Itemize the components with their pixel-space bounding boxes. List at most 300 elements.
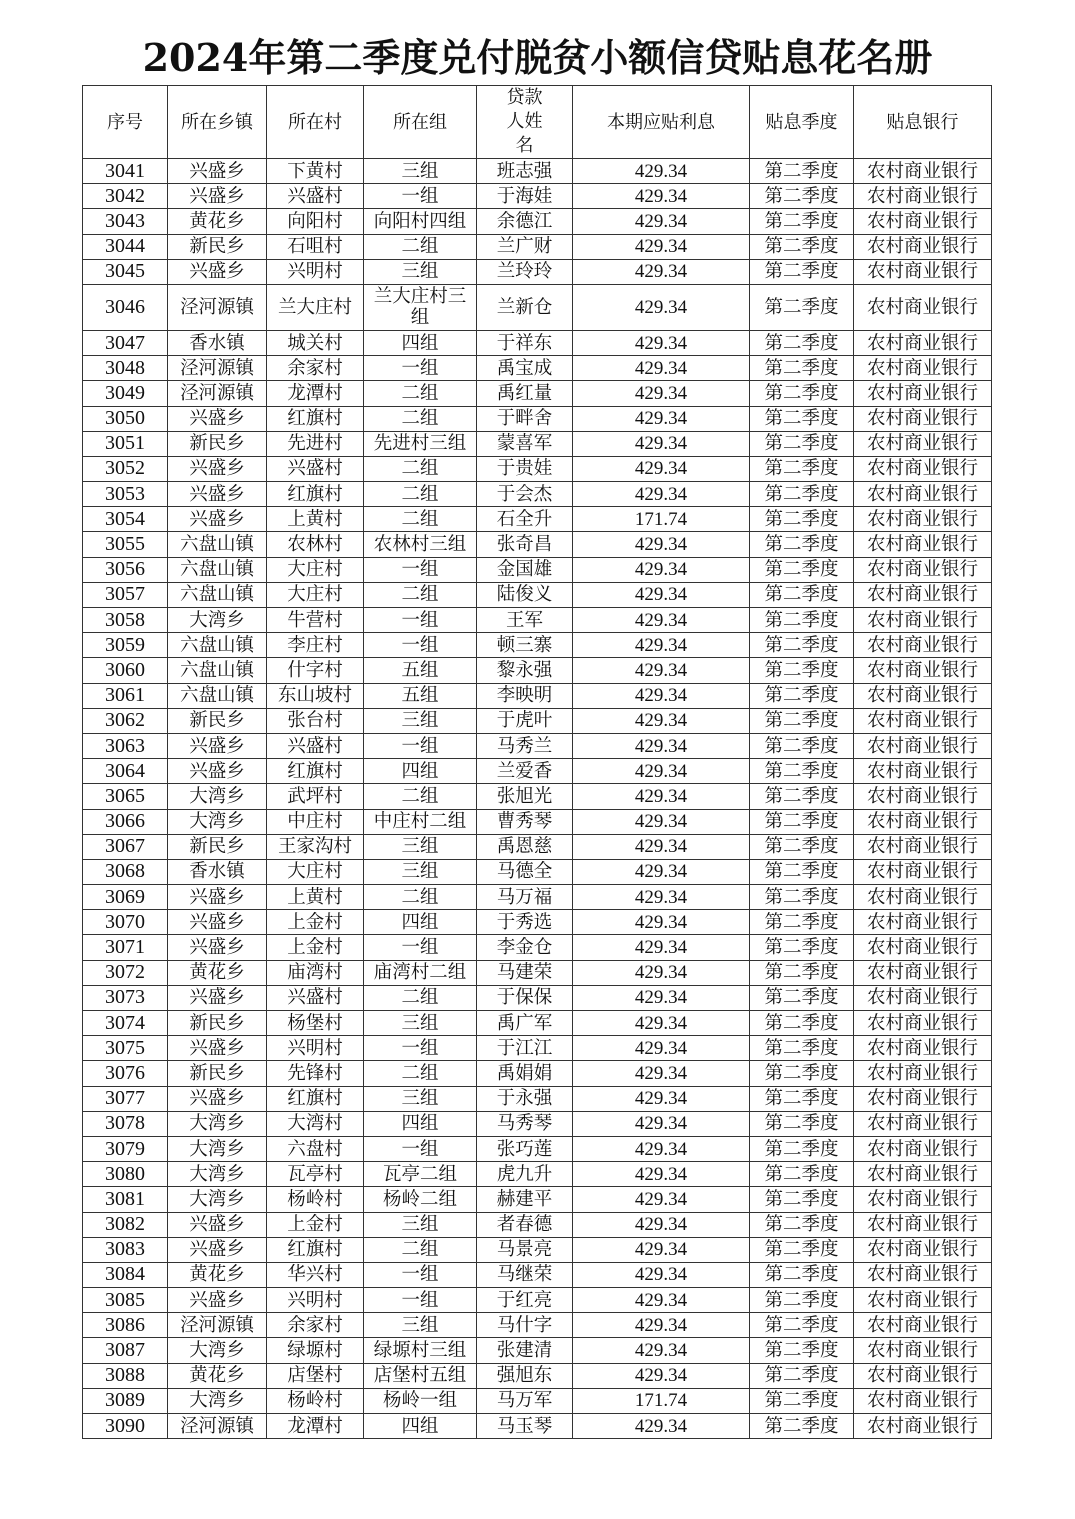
cell-group: 二组: [364, 482, 477, 507]
cell-township: 大湾乡: [168, 1111, 267, 1136]
cell-township: 新民乡: [168, 234, 267, 259]
cell-group: 二组: [364, 784, 477, 809]
cell-township: 大湾乡: [168, 1388, 267, 1413]
table-row: [83, 683, 992, 708]
cell-quarter: 第二季度: [750, 1414, 854, 1439]
table-row: [83, 456, 992, 481]
cell-bank: 农村商业银行: [854, 834, 992, 859]
cell-interest: 429.34: [573, 431, 750, 456]
cell-seq: 3066: [83, 809, 168, 834]
cell-group: 四组: [364, 910, 477, 935]
cell-seq: 3063: [83, 733, 168, 758]
cell-bank: 农村商业银行: [854, 733, 992, 758]
table-row: [83, 1011, 992, 1036]
cell-village: 兴盛村: [267, 184, 364, 209]
table-row: [83, 1136, 992, 1161]
cell-village: 余家村: [267, 356, 364, 381]
cell-township: 六盘山镇: [168, 633, 267, 658]
cell-borrower: 禹娟娟: [477, 1061, 573, 1086]
cell-seq: 3060: [83, 658, 168, 683]
cell-bank: 农村商业银行: [854, 708, 992, 733]
cell-interest: 429.34: [573, 406, 750, 431]
cell-borrower: 马万福: [477, 885, 573, 910]
cell-quarter: 第二季度: [750, 1212, 854, 1237]
table-row: [83, 431, 992, 456]
cell-township: 兴盛乡: [168, 456, 267, 481]
cell-interest: 429.34: [573, 1414, 750, 1439]
cell-village: 兴盛村: [267, 733, 364, 758]
cell-seq: 3072: [83, 960, 168, 985]
cell-quarter: 第二季度: [750, 330, 854, 355]
cell-interest: 429.34: [573, 658, 750, 683]
cell-village: 东山坡村: [267, 683, 364, 708]
cell-village: 向阳村: [267, 209, 364, 234]
cell-township: 香水镇: [168, 859, 267, 884]
table-row: [83, 184, 992, 209]
cell-seq: 3085: [83, 1288, 168, 1313]
cell-bank: 农村商业银行: [854, 284, 992, 330]
cell-seq: 3070: [83, 910, 168, 935]
cell-quarter: 第二季度: [750, 356, 854, 381]
cell-seq: 3077: [83, 1086, 168, 1111]
cell-village: 牛营村: [267, 608, 364, 633]
table-row: [83, 633, 992, 658]
cell-township: 兴盛乡: [168, 910, 267, 935]
cell-seq: 3042: [83, 184, 168, 209]
table-row: [83, 1162, 992, 1187]
cell-quarter: 第二季度: [750, 406, 854, 431]
cell-seq: 3045: [83, 259, 168, 284]
cell-village: 红旗村: [267, 1086, 364, 1111]
cell-seq: 3046: [83, 284, 168, 330]
cell-seq: 3050: [83, 406, 168, 431]
cell-borrower: 禹宝成: [477, 356, 573, 381]
cell-borrower: 黎永强: [477, 658, 573, 683]
header-col-village: 所在村: [267, 86, 364, 159]
cell-borrower: 石全升: [477, 507, 573, 532]
cell-quarter: 第二季度: [750, 633, 854, 658]
cell-bank: 农村商业银行: [854, 1262, 992, 1287]
cell-seq: 3057: [83, 582, 168, 607]
cell-group: 三组: [364, 1086, 477, 1111]
table-row: [83, 885, 992, 910]
cell-village: 先锋村: [267, 1061, 364, 1086]
cell-quarter: 第二季度: [750, 1061, 854, 1086]
cell-borrower: 于红亮: [477, 1288, 573, 1313]
cell-quarter: 第二季度: [750, 482, 854, 507]
cell-borrower: 马德全: [477, 859, 573, 884]
cell-borrower: 强旭东: [477, 1363, 573, 1388]
cell-seq: 3073: [83, 985, 168, 1010]
table-row: [83, 759, 992, 784]
cell-quarter: 第二季度: [750, 1363, 854, 1388]
cell-interest: 429.34: [573, 910, 750, 935]
table-row: [83, 1414, 992, 1439]
cell-borrower: 兰广财: [477, 234, 573, 259]
table-row: [83, 482, 992, 507]
cell-quarter: 第二季度: [750, 784, 854, 809]
cell-village: 瓦亭村: [267, 1162, 364, 1187]
cell-township: 六盘山镇: [168, 532, 267, 557]
cell-interest: 429.34: [573, 935, 750, 960]
cell-seq: 3079: [83, 1136, 168, 1161]
cell-village: 张台村: [267, 708, 364, 733]
cell-quarter: 第二季度: [750, 859, 854, 884]
cell-borrower: 张巧莲: [477, 1136, 573, 1161]
cell-group: 一组: [364, 356, 477, 381]
cell-township: 兴盛乡: [168, 935, 267, 960]
cell-borrower: 于永强: [477, 1086, 573, 1111]
cell-seq: 3052: [83, 456, 168, 481]
cell-village: 店堡村: [267, 1363, 364, 1388]
cell-township: 六盘山镇: [168, 582, 267, 607]
cell-bank: 农村商业银行: [854, 1288, 992, 1313]
cell-township: 兴盛乡: [168, 985, 267, 1010]
cell-group: 一组: [364, 733, 477, 758]
cell-quarter: 第二季度: [750, 456, 854, 481]
cell-township: 兴盛乡: [168, 259, 267, 284]
cell-quarter: 第二季度: [750, 507, 854, 532]
table-row: [83, 708, 992, 733]
cell-bank: 农村商业银行: [854, 1061, 992, 1086]
cell-seq: 3088: [83, 1363, 168, 1388]
cell-township: 大湾乡: [168, 1187, 267, 1212]
document-title: 2024年第二季度兑付脱贫小额信贷贴息花名册: [142, 35, 933, 80]
cell-bank: 农村商业银行: [854, 1136, 992, 1161]
cell-borrower: 马景亮: [477, 1237, 573, 1262]
cell-group: 四组: [364, 330, 477, 355]
cell-interest: 429.34: [573, 582, 750, 607]
table-row: [83, 784, 992, 809]
cell-seq: 3086: [83, 1313, 168, 1338]
cell-township: 新民乡: [168, 431, 267, 456]
cell-group: 三组: [364, 1011, 477, 1036]
cell-interest: 429.34: [573, 1363, 750, 1388]
cell-bank: 农村商业银行: [854, 1187, 992, 1212]
header-col-group: 所在组: [364, 86, 477, 159]
cell-quarter: 第二季度: [750, 1288, 854, 1313]
cell-group: 一组: [364, 1262, 477, 1287]
cell-village: 上黄村: [267, 885, 364, 910]
cell-seq: 3071: [83, 935, 168, 960]
cell-borrower: 兰新仓: [477, 284, 573, 330]
cell-group: 瓦亭二组: [364, 1162, 477, 1187]
cell-bank: 农村商业银行: [854, 809, 992, 834]
cell-group: 向阳村四组: [364, 209, 477, 234]
cell-village: 杨岭村: [267, 1388, 364, 1413]
cell-township: 大湾乡: [168, 608, 267, 633]
cell-village: 红旗村: [267, 482, 364, 507]
cell-seq: 3044: [83, 234, 168, 259]
table-row: [83, 608, 992, 633]
cell-quarter: 第二季度: [750, 608, 854, 633]
table-row: [83, 859, 992, 884]
cell-quarter: 第二季度: [750, 1086, 854, 1111]
cell-borrower: 张奇昌: [477, 532, 573, 557]
cell-group: 杨岭一组: [364, 1388, 477, 1413]
cell-borrower: 虎九升: [477, 1162, 573, 1187]
cell-township: 兴盛乡: [168, 733, 267, 758]
cell-borrower: 曹秀琴: [477, 809, 573, 834]
cell-bank: 农村商业银行: [854, 985, 992, 1010]
table-row: [83, 159, 992, 184]
header-col-township: 所在乡镇: [168, 86, 267, 159]
cell-borrower: 马继荣: [477, 1262, 573, 1287]
cell-interest: 429.34: [573, 1313, 750, 1338]
cell-borrower: 禹恩慈: [477, 834, 573, 859]
cell-bank: 农村商业银行: [854, 1388, 992, 1413]
table-row: [83, 985, 992, 1010]
cell-bank: 农村商业银行: [854, 582, 992, 607]
cell-seq: 3075: [83, 1036, 168, 1061]
cell-interest: 429.34: [573, 1338, 750, 1363]
cell-interest: 429.34: [573, 733, 750, 758]
cell-interest: 429.34: [573, 834, 750, 859]
table-row: [83, 406, 992, 431]
cell-borrower: 于海娃: [477, 184, 573, 209]
cell-quarter: 第二季度: [750, 960, 854, 985]
cell-interest: 429.34: [573, 1111, 750, 1136]
cell-bank: 农村商业银行: [854, 1036, 992, 1061]
cell-borrower: 余德江: [477, 209, 573, 234]
cell-quarter: 第二季度: [750, 431, 854, 456]
cell-interest: 429.34: [573, 885, 750, 910]
cell-group: 一组: [364, 557, 477, 582]
table-row: [83, 507, 992, 532]
cell-township: 新民乡: [168, 834, 267, 859]
subsidy-roster-table: [82, 85, 992, 1439]
cell-township: 大湾乡: [168, 1136, 267, 1161]
cell-group: 绿塬村三组: [364, 1338, 477, 1363]
cell-group: 二组: [364, 1237, 477, 1262]
cell-bank: 农村商业银行: [854, 910, 992, 935]
cell-seq: 3090: [83, 1414, 168, 1439]
cell-seq: 3080: [83, 1162, 168, 1187]
cell-interest: 429.34: [573, 209, 750, 234]
cell-interest: 171.74: [573, 507, 750, 532]
cell-village: 余家村: [267, 1313, 364, 1338]
cell-interest: 429.34: [573, 683, 750, 708]
cell-village: 中庄村: [267, 809, 364, 834]
cell-bank: 农村商业银行: [854, 482, 992, 507]
cell-group: 兰大庄村三组: [364, 284, 477, 330]
cell-township: 大湾乡: [168, 784, 267, 809]
cell-interest: 429.34: [573, 809, 750, 834]
cell-village: 龙潭村: [267, 381, 364, 406]
table-row: [83, 960, 992, 985]
cell-township: 香水镇: [168, 330, 267, 355]
cell-bank: 农村商业银行: [854, 1414, 992, 1439]
cell-group: 二组: [364, 985, 477, 1010]
cell-township: 泾河源镇: [168, 284, 267, 330]
cell-bank: 农村商业银行: [854, 658, 992, 683]
header-col-quarter: 贴息季度: [750, 86, 854, 159]
table-row: [83, 557, 992, 582]
cell-group: 二组: [364, 456, 477, 481]
cell-seq: 3076: [83, 1061, 168, 1086]
cell-group: 二组: [364, 582, 477, 607]
cell-interest: 429.34: [573, 234, 750, 259]
cell-group: 三组: [364, 159, 477, 184]
cell-quarter: 第二季度: [750, 985, 854, 1010]
cell-township: 大湾乡: [168, 1338, 267, 1363]
cell-village: 杨堡村: [267, 1011, 364, 1036]
cell-village: 庙湾村: [267, 960, 364, 985]
cell-borrower: 马秀兰: [477, 733, 573, 758]
cell-interest: 429.34: [573, 708, 750, 733]
cell-village: 绿塬村: [267, 1338, 364, 1363]
cell-township: 兴盛乡: [168, 184, 267, 209]
table-row: [83, 1262, 992, 1287]
cell-bank: 农村商业银行: [854, 406, 992, 431]
cell-interest: 429.34: [573, 1288, 750, 1313]
cell-township: 兴盛乡: [168, 406, 267, 431]
cell-seq: 3064: [83, 759, 168, 784]
cell-group: 三组: [364, 1212, 477, 1237]
cell-group: 二组: [364, 885, 477, 910]
cell-quarter: 第二季度: [750, 1388, 854, 1413]
cell-group: 店堡村五组: [364, 1363, 477, 1388]
cell-bank: 农村商业银行: [854, 1338, 992, 1363]
cell-seq: 3054: [83, 507, 168, 532]
cell-bank: 农村商业银行: [854, 532, 992, 557]
cell-township: 六盘山镇: [168, 557, 267, 582]
table-row: [83, 1237, 992, 1262]
cell-interest: 429.34: [573, 859, 750, 884]
table-row: [83, 209, 992, 234]
cell-village: 石咀村: [267, 234, 364, 259]
cell-seq: 3061: [83, 683, 168, 708]
cell-group: 二组: [364, 507, 477, 532]
cell-group: 二组: [364, 406, 477, 431]
cell-borrower: 于贵娃: [477, 456, 573, 481]
cell-seq: 3083: [83, 1237, 168, 1262]
cell-township: 六盘山镇: [168, 683, 267, 708]
cell-quarter: 第二季度: [750, 1162, 854, 1187]
cell-interest: 429.34: [573, 330, 750, 355]
cell-village: 大庄村: [267, 582, 364, 607]
cell-township: 新民乡: [168, 1011, 267, 1036]
cell-interest: 429.34: [573, 1187, 750, 1212]
cell-seq: 3065: [83, 784, 168, 809]
table-row: [83, 1061, 992, 1086]
cell-quarter: 第二季度: [750, 733, 854, 758]
table-row: [83, 356, 992, 381]
cell-village: 上金村: [267, 910, 364, 935]
cell-bank: 农村商业银行: [854, 633, 992, 658]
cell-bank: 农村商业银行: [854, 356, 992, 381]
cell-village: 兴明村: [267, 1036, 364, 1061]
table-row: [83, 1036, 992, 1061]
cell-interest: 429.34: [573, 1212, 750, 1237]
cell-borrower: 李金仓: [477, 935, 573, 960]
cell-interest: 429.34: [573, 381, 750, 406]
header-col-bank: 贴息银行: [854, 86, 992, 159]
cell-bank: 农村商业银行: [854, 1011, 992, 1036]
cell-seq: 3049: [83, 381, 168, 406]
cell-quarter: 第二季度: [750, 1237, 854, 1262]
cell-borrower: 兰玲玲: [477, 259, 573, 284]
cell-township: 兴盛乡: [168, 1237, 267, 1262]
cell-bank: 农村商业银行: [854, 1086, 992, 1111]
cell-seq: 3047: [83, 330, 168, 355]
cell-seq: 3043: [83, 209, 168, 234]
cell-bank: 农村商业银行: [854, 759, 992, 784]
cell-village: 兴明村: [267, 1288, 364, 1313]
cell-borrower: 兰爱香: [477, 759, 573, 784]
cell-borrower: 马建荣: [477, 960, 573, 985]
cell-group: 一组: [364, 935, 477, 960]
table-row: [83, 1187, 992, 1212]
cell-village: 红旗村: [267, 759, 364, 784]
cell-borrower: 禹红量: [477, 381, 573, 406]
cell-group: 农林村三组: [364, 532, 477, 557]
cell-quarter: 第二季度: [750, 1011, 854, 1036]
cell-village: 农林村: [267, 532, 364, 557]
cell-borrower: 于江江: [477, 1036, 573, 1061]
cell-quarter: 第二季度: [750, 1338, 854, 1363]
cell-interest: 429.34: [573, 356, 750, 381]
cell-group: 四组: [364, 759, 477, 784]
cell-quarter: 第二季度: [750, 658, 854, 683]
cell-village: 上金村: [267, 935, 364, 960]
cell-interest: 429.34: [573, 532, 750, 557]
cell-quarter: 第二季度: [750, 159, 854, 184]
cell-interest: 429.34: [573, 985, 750, 1010]
table-header-row: [83, 86, 992, 159]
cell-bank: 农村商业银行: [854, 507, 992, 532]
cell-borrower: 于保保: [477, 985, 573, 1010]
cell-quarter: 第二季度: [750, 834, 854, 859]
cell-seq: 3058: [83, 608, 168, 633]
cell-township: 黄花乡: [168, 1262, 267, 1287]
cell-seq: 3056: [83, 557, 168, 582]
cell-seq: 3089: [83, 1388, 168, 1413]
cell-township: 新民乡: [168, 708, 267, 733]
cell-borrower: 于秀选: [477, 910, 573, 935]
cell-interest: 429.34: [573, 1036, 750, 1061]
cell-township: 兴盛乡: [168, 159, 267, 184]
cell-borrower: 陆俊义: [477, 582, 573, 607]
cell-township: 黄花乡: [168, 960, 267, 985]
cell-township: 泾河源镇: [168, 381, 267, 406]
table-row: [83, 809, 992, 834]
cell-seq: 3067: [83, 834, 168, 859]
cell-quarter: 第二季度: [750, 708, 854, 733]
cell-seq: 3069: [83, 885, 168, 910]
cell-village: 什字村: [267, 658, 364, 683]
cell-seq: 3087: [83, 1338, 168, 1363]
cell-interest: 429.34: [573, 159, 750, 184]
cell-interest: 429.34: [573, 960, 750, 985]
cell-borrower: 马什字: [477, 1313, 573, 1338]
cell-bank: 农村商业银行: [854, 456, 992, 481]
cell-seq: 3055: [83, 532, 168, 557]
cell-interest: 429.34: [573, 1011, 750, 1036]
cell-township: 大湾乡: [168, 809, 267, 834]
cell-bank: 农村商业银行: [854, 784, 992, 809]
cell-group: 一组: [364, 184, 477, 209]
cell-group: 三组: [364, 708, 477, 733]
cell-quarter: 第二季度: [750, 935, 854, 960]
cell-borrower: 于会杰: [477, 482, 573, 507]
cell-quarter: 第二季度: [750, 557, 854, 582]
cell-bank: 农村商业银行: [854, 184, 992, 209]
cell-quarter: 第二季度: [750, 1036, 854, 1061]
cell-group: 三组: [364, 859, 477, 884]
cell-interest: 429.34: [573, 259, 750, 284]
cell-village: 华兴村: [267, 1262, 364, 1287]
